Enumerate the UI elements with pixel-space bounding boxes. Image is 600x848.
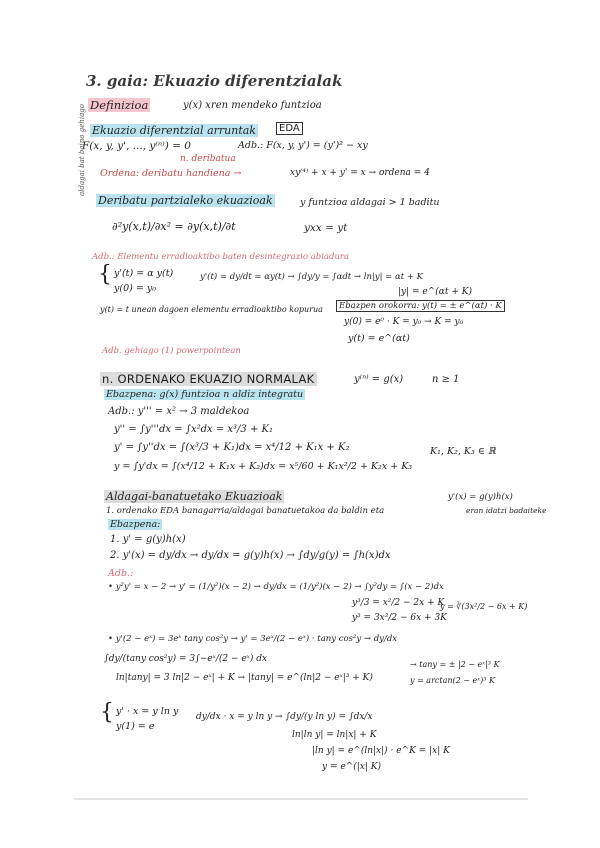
- method-label: Ebazpena:: [110, 519, 161, 530]
- general-solution: Ebazpen orokorra: y(t) = ± e^(αt) · K: [336, 301, 505, 311]
- decay-system-1: y'(t) = α y(t): [114, 268, 174, 279]
- nth-step-2: y' = ∫y''dx = ∫(x³/3 + K₁)dx = x⁴/12 + K₁x + K₂: [114, 442, 350, 453]
- particular-solution: y(t) = e^(αt): [348, 333, 410, 344]
- decay-system-2: y(0) = y₀: [114, 283, 156, 294]
- nth-order-label: n. ORDENAKO EKUAZIO NORMALAK: [102, 372, 315, 386]
- nth-step-3: y = ∫y'dx = ∫(x⁴/12 + K₁x + K₂)dx = x⁵/60 + K₁x²/2 + K₂x + K₃: [114, 461, 413, 472]
- ex3-line-f: y = e^(|x| K): [322, 762, 381, 772]
- definition-text: y(x) xren mendeko funtzioa: [183, 100, 322, 111]
- separable-tail: eran idatzi badaiteke: [466, 506, 547, 515]
- nth-order-solution: Ebazpena: g(x) funtzioa n aldiz integratu: [106, 389, 304, 400]
- ex1-line-d: y = ∛(3x²/2 − 6x + K): [440, 602, 528, 611]
- separable-label: Aldagai-banatuetako Ekuazioak: [106, 490, 283, 503]
- nth-example-label: Adb.: y''' = x² → 3 maldekoa: [108, 406, 250, 417]
- side-note: [78, 195, 86, 196]
- eda-box: EDA: [276, 123, 303, 134]
- separable-example-label: Adb.:: [108, 568, 134, 579]
- decay-steps: y'(t) = dy/dt = αy(t) → ∫dy/y = ∫αdt → ln|y| = αt + K: [200, 272, 424, 282]
- ex3-line-b: y(1) = e: [116, 721, 155, 732]
- order-text: Ordena: deribatu handiena →: [100, 168, 242, 179]
- homework-note: Adb. gehiago (1) powerpointean: [102, 346, 241, 356]
- ex1-line-a: • y²y' = x − 2 → y' = (1/y²)(x − 2) → dy/dx = (1/y²)(x − 2) → ∫y²dy = ∫(x − 2)dx: [108, 582, 444, 592]
- page-edge: [74, 798, 528, 800]
- ex3-line-c: dy/dx · x = y ln y → ∫dy/(y ln y) = ∫dx/x: [196, 712, 373, 722]
- nth-derivative-label: n. deribatua: [180, 154, 236, 164]
- ex1-line-c: y³ = 3x²/2 − 6x + 3K: [352, 613, 447, 623]
- nth-order-cond: n ≥ 1: [432, 374, 460, 385]
- system-brace: {: [98, 262, 112, 287]
- ex2-line-b: ∫dy/(tany cos²y) = 3∫−eˣ/(2 − eˣ) dx: [104, 654, 268, 664]
- ordinary-label: Ekuazio diferentzial arruntak: [92, 124, 256, 137]
- method-step-1: 1. y' = g(y)h(x): [110, 534, 186, 545]
- ex2-line-a: • y'(2 − eˣ) = 3eˣ tany cos²y → y' = 3eˣ/(2 − eˣ) · tany cos²y → dy/dx: [108, 634, 398, 644]
- ex2-line-c: ln|tany| = 3 ln|2 − eˣ| + K → |tany| = e^(ln|2 − eˣ|³ + K): [116, 673, 373, 683]
- decay-abs: |y| = e^(αt + K): [398, 287, 472, 297]
- separable-condition: y'(x) = g(y)h(x): [448, 492, 513, 502]
- ex3-line-e: |ln y| = e^(ln|x|) · e^K = |x| K: [312, 746, 450, 756]
- partial-equation: ∂²y(x,t)/∂x² = ∂y(x,t)/∂t: [112, 220, 236, 233]
- ex3-brace: {: [100, 700, 114, 725]
- method-step-2: 2. y'(x) = dy/dx → dy/dx = g(y)h(x) → ∫dy/g(y) = ∫h(x)dx: [110, 550, 391, 561]
- ex3-line-a: y' · x = y ln y: [116, 706, 179, 717]
- ex2-line-d: → tany = ± |2 − eˣ|³ K: [410, 660, 500, 669]
- decay-example-label: Adb.: Elementu erradioaktibo baten desintegrazio abiadura: [92, 252, 350, 262]
- ex1-line-b: y³/3 = x²/2 − 2x + K: [352, 598, 445, 608]
- initial-condition: y(0) = e⁰ · K = y₀ → K = y₀: [344, 317, 464, 327]
- separable-desc: 1. ordenako EDA banagarria/aldagai banatuetakoa da baldin eta: [106, 506, 385, 516]
- page-title: 3. gaia: Ekuazio diferentzialak: [86, 72, 343, 90]
- ordinary-example: Adb.: F(x, y, y') = (y')² − xy: [238, 140, 368, 151]
- ex2-line-e: y = arctan(2 − eˣ)³ K: [410, 676, 495, 685]
- definition-label: Definizioa: [90, 98, 149, 112]
- partial-condition: y funtzioa aldagai > 1 baditu: [300, 197, 440, 208]
- partial-label: Deribatu partzialeko ekuazioak: [98, 194, 273, 207]
- nth-order-form: y⁽ⁿ⁾ = g(x): [354, 374, 404, 385]
- nth-step-1: y'' = ∫y'''dx = ∫x²dx = x³/3 + K₁: [114, 424, 273, 435]
- ex3-line-d: ln|ln y| = ln|x| + K: [292, 730, 377, 740]
- general-form: F(x, y, y', ..., y⁽ⁿ⁾) = 0: [82, 140, 191, 152]
- partial-equation-short: yxx = yt: [304, 222, 348, 234]
- order-example: xy⁽⁴⁾ + x + y' = x → ordena = 4: [290, 168, 430, 178]
- yt-note: y(t) = t unean dagoen elementu erradioaktibo kopurua: [100, 305, 323, 314]
- constants: K₁, K₂, K₃ ∈ ℝ: [430, 446, 496, 457]
